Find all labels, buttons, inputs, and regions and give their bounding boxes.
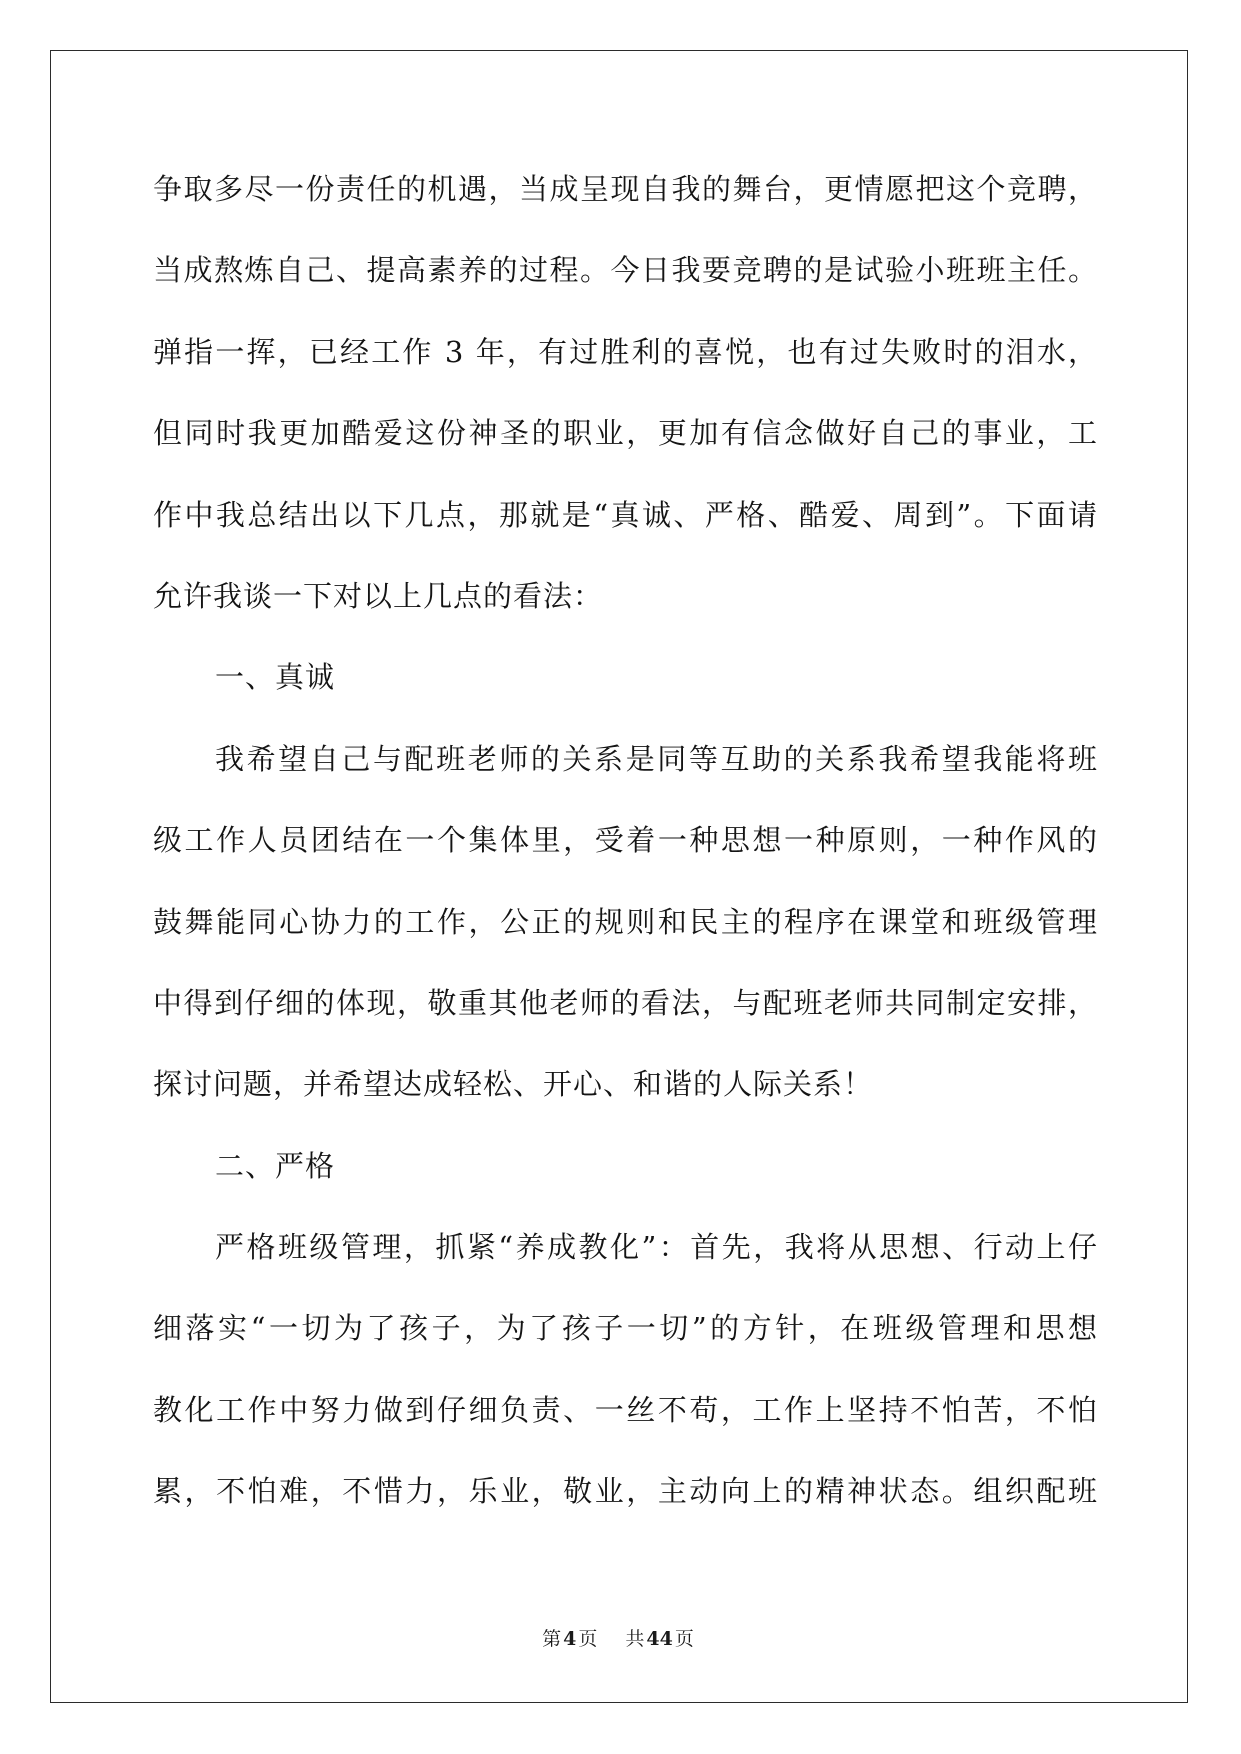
body-line: 争取多尽一份责任的机遇，当成呈现自我的舞台，更情愿把这个竞聘， — [153, 172, 1098, 206]
page-indicator — [542, 1628, 603, 1650]
body-line: 级工作人员团结在一个集体里，受着一种思想一种原则，一种作风的 — [153, 823, 1098, 858]
body-line: 鼓舞能同心协力的工作，公正的规则和民主的程序在课堂和班级管理 — [153, 904, 1098, 939]
page-footer — [0, 1626, 1236, 1652]
body-line: 但同时我更加酷爱这份神圣的职业，更加有信念做好自己的事业，工 — [153, 416, 1098, 451]
page-number: 4 — [563, 1628, 577, 1650]
body-line: 探讨问题，并希望达成轻松、开心、和谐的人际关系！ — [153, 1067, 874, 1102]
body-line: 允许我谈一下对以上几点的看法： — [153, 578, 604, 613]
paragraph — [153, 1207, 1098, 1533]
body-line: 当成熬炼自己、提高素养的过程。今日我要竞聘的是试验小班班主任。 — [153, 253, 1098, 288]
body-line: 弹指一挥，已经工作 3 年，有过胜利的喜悦，也有过失败时的泪水， — [153, 334, 1098, 369]
body-line: 细落实“一切为了孩子，为了孩子一切”的方针，在班级管理和思想 — [153, 1311, 1098, 1346]
body-line: 教化工作中努力做到仔细负责、一丝不苟，工作上坚持不怕苦，不怕 — [153, 1392, 1098, 1427]
total-suffix: 页 — [674, 1628, 694, 1650]
paragraph — [153, 149, 1098, 637]
body-line: 严格班级管理，抓紧“养成教化”：首先，我将从思想、行动上仔 — [215, 1230, 1098, 1265]
page-prefix: 第 — [542, 1628, 562, 1650]
total-prefix: 共 — [625, 1628, 645, 1650]
paragraph — [153, 719, 1098, 1126]
section-heading-text: 二、严格 — [215, 1148, 336, 1183]
section-heading — [153, 637, 1098, 718]
total-pages-indicator — [625, 1628, 693, 1650]
body-line: 累，不怕难，不惜力，乐业，敬业，主动向上的精神状态。组织配班 — [153, 1474, 1098, 1509]
total-pages: 44 — [646, 1628, 673, 1650]
body-line: 中得到仔细的体现，敬重其他老师的看法，与配班老师共同制定安排， — [153, 985, 1098, 1020]
page-suffix: 页 — [578, 1628, 598, 1650]
body-line: 作中我总结出以下几点，那就是“真诚、严格、酷爱、周到”。下面请 — [153, 497, 1098, 532]
document-body — [153, 149, 1098, 1533]
section-heading — [153, 1126, 1098, 1207]
body-line: 我希望自己与配班老师的关系是同等互助的关系我希望我能将班 — [215, 741, 1098, 776]
section-heading-text: 一、真诚 — [215, 660, 336, 695]
